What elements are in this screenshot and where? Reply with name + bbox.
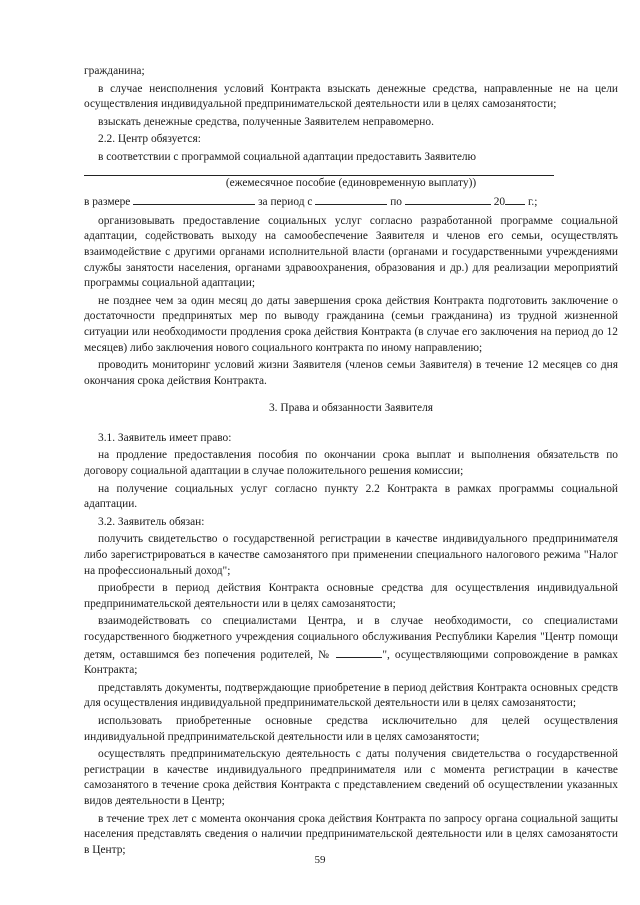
paragraph-cooperate [84, 614, 618, 678]
paragraph-conduct-business: осуществлять предпринимательскую деятельность с даты получения свидетельства о государственной регистрации в качестве индивидуального предпринимателя или с момента регистрации в качестве самозанятого в течение срока действия Контракта с представлением сведений об осуществлении указанных видов деятельности в Центр; [84, 748, 618, 807]
paragraph-social-services: на получение социальных услуг согласно пункту 2.2 Контракта в рамках программы социальной адаптации. [84, 482, 618, 511]
paragraph-citizen: гражданина; [84, 65, 145, 77]
clause-2-2-heading: 2.2. Центр обязуется: [98, 133, 201, 146]
cooperate-text-a: взаимодействовать со специалистами Центра, и в случае необходимости, со специалистами государственного бюджетного учреждения социального обслуживания Республики Карелия "Центр помощи детям, оставшимся без попечения родителей, № [84, 615, 618, 661]
year-prefix: 20 [493, 196, 506, 209]
page-number: 59 [314, 854, 326, 866]
paragraph-three-years: в течение трех лет с момента окончания срока действия Контракта по запросу органа социальной защиты населения представлять сведения о наличии предпринимательской деятельности или в целях самозанятости в Центр; [84, 812, 618, 856]
benefit-type-caption: (ежемесячное пособие (единовременную выплату)) [225, 176, 477, 189]
paragraph-use-assets: использовать приобретенные основные средства исключительно для целей осуществления индивидуальной предпринимательской деятельности или в целях самозанятости; [84, 714, 618, 743]
amount-prefix: в размере [84, 196, 131, 209]
paragraph-recover-funds: взыскать денежные средства, полученные Заявителем неправомерно. [98, 115, 434, 128]
year-blank [505, 193, 525, 205]
paragraph-organize-services: организовывать предоставление социальных услуг согласно разработанной программе социальной адаптации, содействовать выходу на самообеспечение Заявителя и членов его семьи, осуществлять взаимодействие с другими органами исполнительной власти (органами и государственными учреждениями службы занятости населения, органами здравоохранения, образования и др.) для реализации мероприятий программы социальной адаптации; [84, 214, 618, 290]
cooperate-text-b: ", осуществляющими сопровождение в рамках Контракта; [84, 648, 618, 677]
amount-period-line [84, 193, 618, 211]
period-from-blank [315, 193, 387, 205]
amount-blank [133, 193, 255, 205]
period-to-blank [405, 193, 491, 205]
document-page [84, 64, 618, 860]
paragraph-provide-benefit: в соответствии с программой социальной адаптации предоставить Заявителю [98, 150, 477, 163]
clause-3-1-heading: 3.1. Заявитель имеет право: [98, 431, 232, 444]
period-from-label: за период с [258, 196, 313, 209]
clause-3-2-heading: 3.2. Заявитель обязан: [98, 515, 205, 528]
paragraph-acquire-assets: приобрести в период действия Контракта основные средства для осуществления индивидуальной предпринимательской деятельности или в целях самозанятости; [84, 582, 618, 610]
paragraph-conclusion: не позднее чем за один месяц до даты завершения срока действия Контракта подготовить заключение о достаточности предпринятых мер по выводу гражданина (семьи гражданина) из трудной жизненной ситуации или необходимости продления срока действия Контракта (в случае его заключения на период до 12 месяцев) либо заключения нового социального контракта по иному направлению; [84, 294, 618, 354]
paragraph-monitoring: проводить мониторинг условий жизни Заявителя (членов семьи Заявителя) в течение 12 месяцев со дня окончания срока действия Контракта. [84, 359, 618, 387]
paragraph-nonfulfillment: в случае неисполнения условий Контракта взыскать денежные средства, направленные не на цели осуществления индивидуальной предпринимательской деятельности или в целях самозанятости; [84, 82, 618, 111]
section-3-title: 3. Права и обязанности Заявителя [268, 402, 434, 415]
paragraph-extension: на продление предоставления пособия по окончании срока выплат и выполнения обязательств по договору социальной адаптации в случае положительного решения комиссии; [84, 449, 618, 478]
year-suffix: г.; [527, 196, 538, 209]
paragraph-documents: представлять документы, подтверждающие приобретение в период действия Контракта основных средств для осуществления индивидуальной предпринимательской деятельности или в целях самозанятости; [84, 681, 618, 710]
center-number-blank [336, 646, 382, 658]
paragraph-registration: получить свидетельство о государственной регистрации в качестве индивидуального предпринимателя либо зарегистрироваться в качестве самозанятого при применении специального налогового режима "Налог на профессиональный доход"; [84, 533, 618, 577]
blank-line [84, 168, 554, 176]
period-to-label: по [390, 196, 402, 209]
